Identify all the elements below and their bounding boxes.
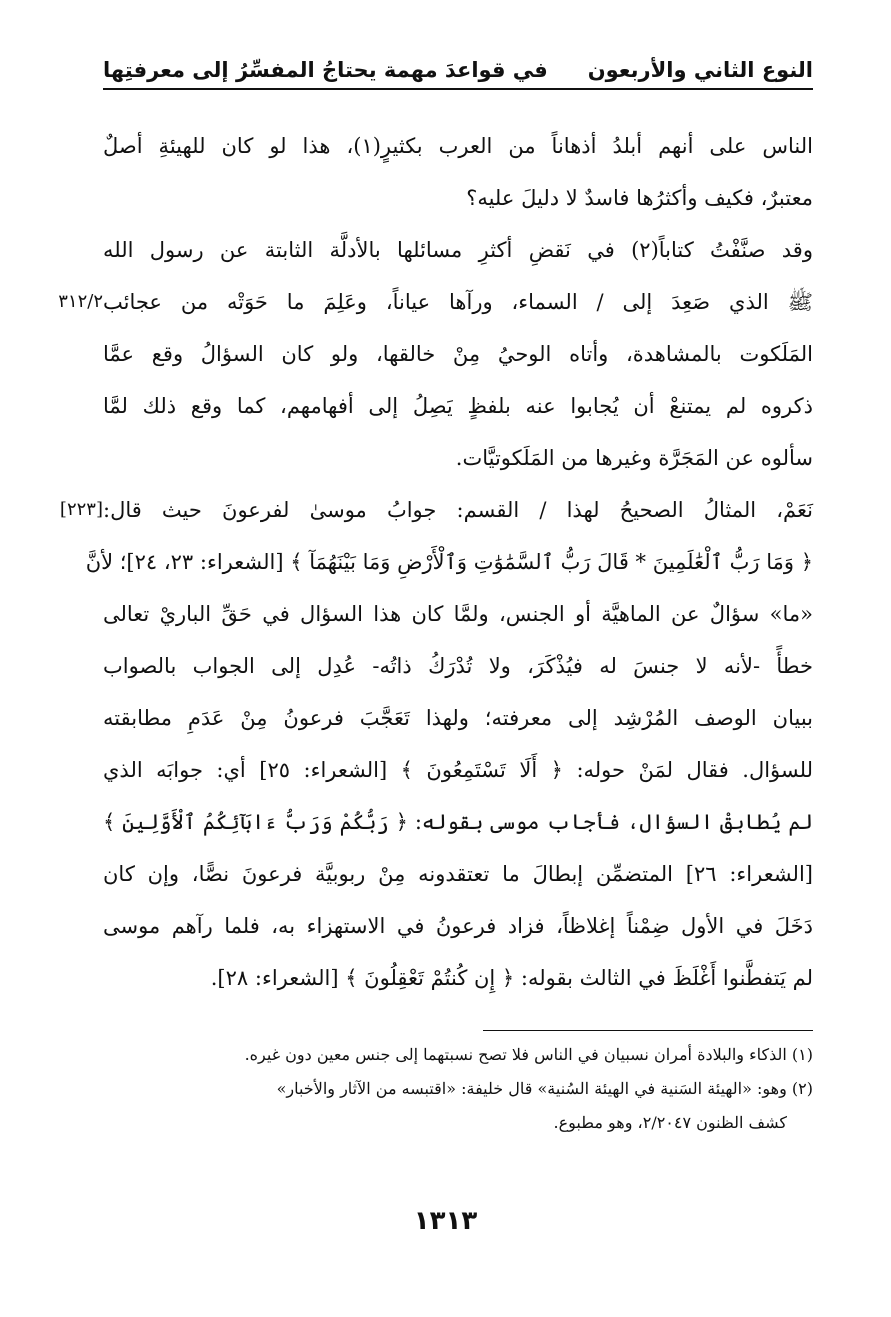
volume-page-reference: ٣١٢/٢	[58, 291, 103, 312]
footnote-separator	[483, 1030, 813, 1031]
text-line: الناس على أنهم أبلدُ أذهاناً من العرب بكثيرٍ(١)، هذا لو كان للهيئةِ أصلٌ	[103, 134, 813, 158]
text-line-content: نَعَمْ، المثالُ الصحيحُ لهذا / القسم: جوابُ موسىٰ لفرعونَ حيث قال:	[103, 498, 813, 522]
footnotes	[103, 1038, 813, 1140]
text-line: خطأً -لأنه لا جنسَ له فيُذْكَرَ، ولا تُدْرَكُ ذاتُه- عُدِل إلى الجواب بالصواب	[103, 654, 813, 678]
text-line-with-margin-note	[58, 276, 813, 328]
text-line: دَخَلَ في الأول ضِمْناً إغلاظاً، فزاد فرعونُ في الاستهزاء به، فلما رآهم موسى	[103, 914, 813, 938]
text-line-content: ﷺ الذي صَعِدَ إلى / السماء، ورآها عياناً، وعَلِمَ ما حَوَتْه من عجائب	[103, 290, 813, 314]
footnote-2: (٢) وهو: «الهيئة السَنية في الهيئة السُنية» قال خليفة: «اقتبسه من الآثار والأخبار»	[276, 1079, 813, 1098]
header-rule	[103, 88, 813, 90]
section-title: في قواعدَ مهمة يحتاجُ المفسِّرُ إلى معرفتِها	[103, 58, 548, 82]
running-header	[103, 50, 813, 90]
footnote-2-continuation: كشف الظنون ٢/٢٠٤٧، وهو مطبوع.	[553, 1113, 787, 1132]
page-number: ١٣١٣	[413, 1206, 478, 1236]
footnote-1: (١) الذكاء والبلادة أمران نسبيان في الناس فلا تصح نسبتهما إلى جنس معين دون غيره.	[244, 1045, 813, 1064]
text-line: لم يُطابقْ السؤال، فأجاب موسى بقوله: ﴿ رَبُّكُمْ وَرَبُّ ءَابَآئِكُمُ ٱلْأَوَّلِينَ ﴾	[103, 810, 813, 834]
text-line: سألوه عن المَجَرَّة وغيرها من المَلَكوتيَّات.	[455, 446, 813, 470]
text-line: لم يَتفطَّنوا أَغْلَظَ في الثالث بقوله: ﴿ إِن كُنتُمْ تَعْقِلُونَ ﴾ [الشعراء: ٢٨].	[210, 966, 813, 990]
text-line: ذكروه لم يمتنعْ أن يُجابوا عنه بلفظٍ يَصِلُ إلى أفهامهم، كما وقع ذلك لمَّا	[103, 394, 813, 418]
text-line: ببيان الوصف المُرْشِد إلى معرفته؛ ولهذا تَعَجَّبَ فرعونُ مِنْ عَدَمِ مطابقته	[103, 706, 813, 730]
text-line: [الشعراء: ٢٦] المتضمِّن إبطالَ ما تعتقدونه مِنْ ربوبيَّة فرعونَ نصًّا، وإن كان	[103, 862, 813, 886]
text-line: «ما» سؤالٌ عن الماهيَّة أو الجنس، ولمَّا كان هذا السؤال في حَقِّ الباريْ تعالى	[103, 602, 813, 626]
text-line: وقد صنَّفْتُ كتاباً(٢) في نَقضِ أكثرِ مسائلها بالأدلَّة الثابتة عن رسول الله	[103, 238, 813, 262]
main-text	[58, 120, 813, 1004]
text-line: معتبرٌ، فكيف وأكثرُها فاسدٌ لا دليلَ عليه؟	[466, 186, 813, 210]
text-line: للسؤال. فقال لمَنْ حوله: ﴿ أَلَا تَسْتَمِعُونَ ﴾ [الشعراء: ٢٥] أي: جوابَه الذي	[103, 758, 813, 782]
manuscript-folio-reference: [٢٢٣]	[59, 499, 103, 520]
chapter-title: النوع الثاني والأربعون	[587, 58, 813, 82]
text-line: ﴿ وَمَا رَبُّ ٱلْعَٰلَمِينَ * قَالَ رَبُّ ٱلسَّمَٰوَٰتِ وَٱلْأَرْضِ وَمَا بَيْنَهُمَآ ﴾ [الشعراء: ٢٣، ٢٤]؛ لأنَّ	[85, 550, 813, 574]
text-line-with-margin-note	[59, 484, 813, 536]
text-line: المَلَكوت بالمشاهدة، وأتاه الوحيُ مِنْ خالقها، ولو كان السؤالُ وقع عمَّا	[103, 342, 813, 366]
